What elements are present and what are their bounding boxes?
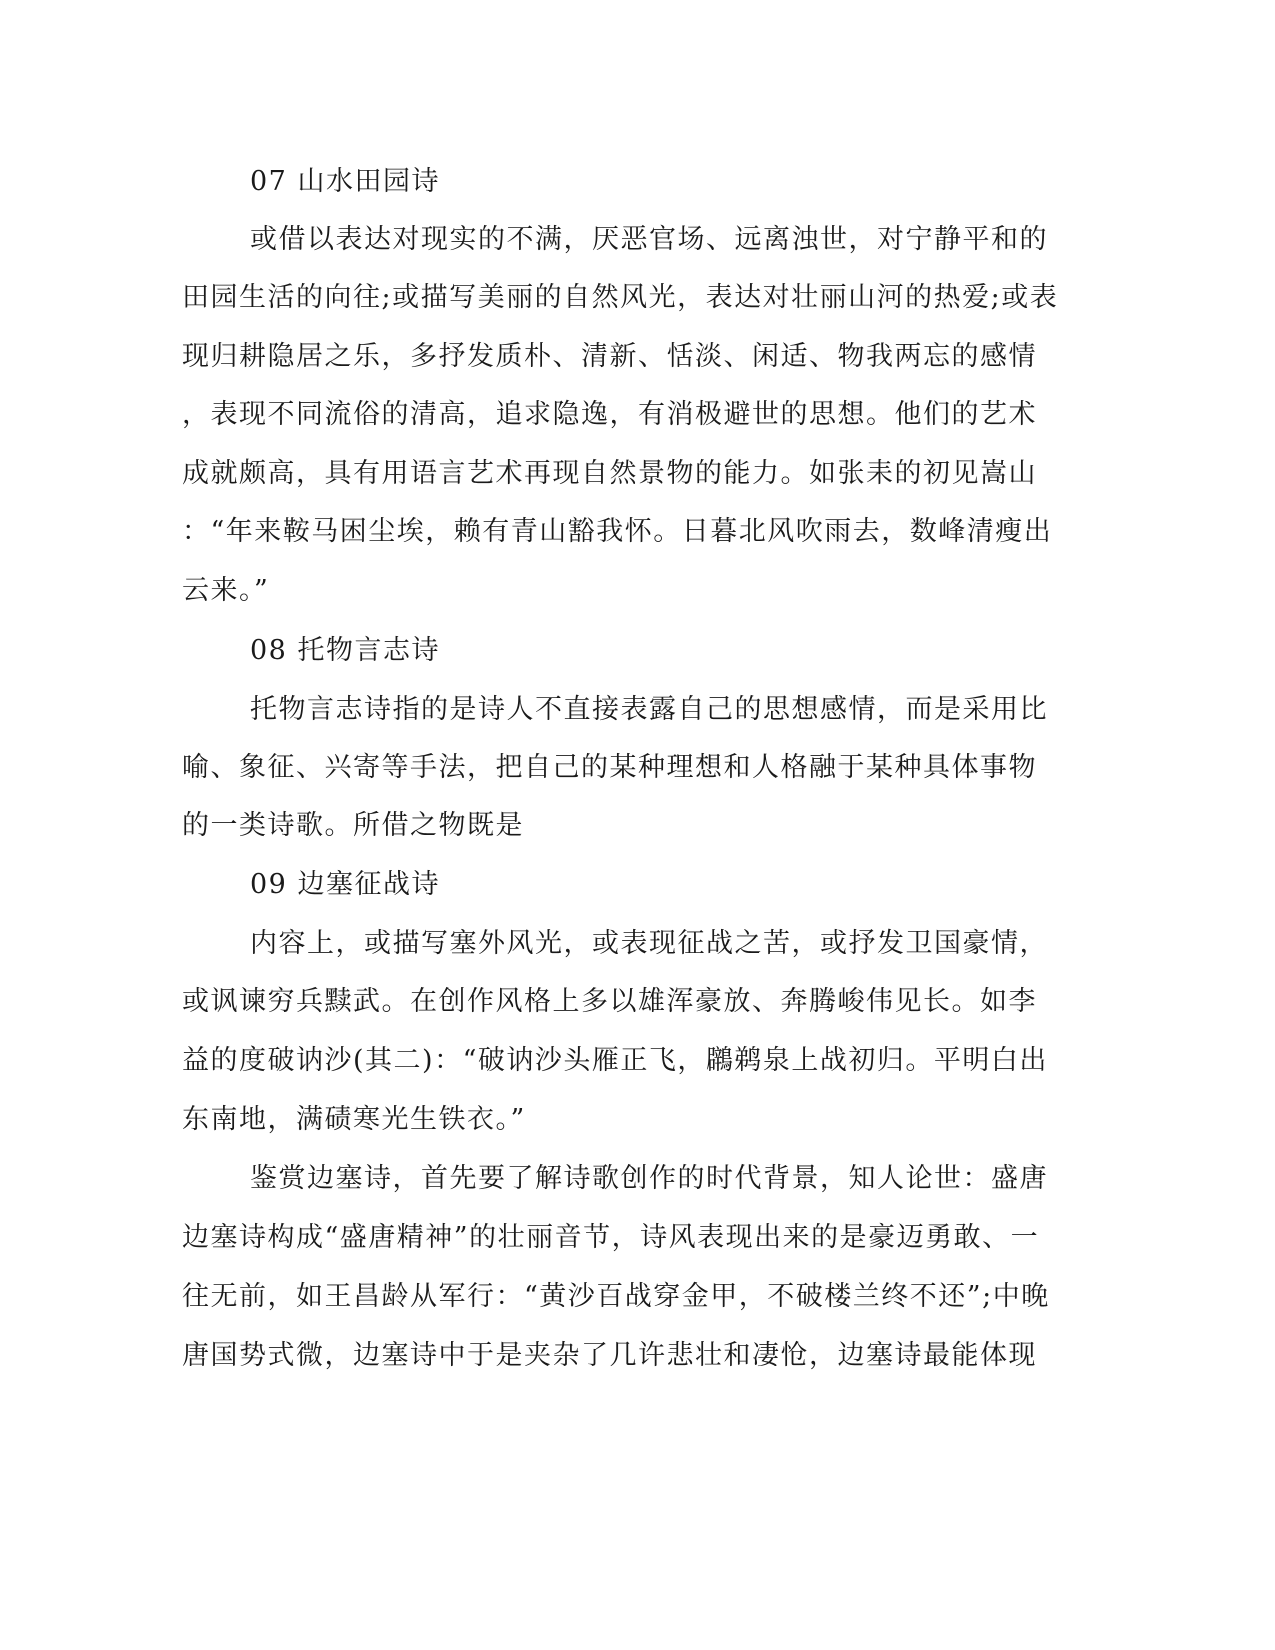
paragraph-line: 内容上，或描写塞外风光，或表现征战之苦，或抒发卫国豪情， [250,928,1048,959]
paragraph-line: 唐国势式微，边塞诗中于是夹杂了几许悲壮和凄怆，边塞诗最能体现 [182,1340,1037,1371]
paragraph-line: ：“年来鞍马困尘埃，赖有青山豁我怀。日暮北风吹雨去，数峰清瘦出 [182,516,1053,547]
paragraph-line: ，表现不同流俗的清高，追求隐逸，有消极避世的思想。他们的艺术 [182,399,1037,430]
paragraph-line: 或借以表达对现实的不满，厌恶官场、远离浊世，对宁静平和的 [250,224,1048,255]
paragraph-line: 边塞诗构成“盛唐精神”的壮丽音节，诗风表现出来的是豪迈勇敢、一 [182,1222,1040,1253]
paragraph-line: 益的度破讷沙(其二)：“破讷沙头雁正飞，鸊鹈泉上战初归。平明白出 [182,1045,1048,1076]
paragraph-line: 云来。” [182,575,270,606]
paragraph-line: 现归耕隐居之乐，多抒发质朴、清新、恬淡、闲适、物我两忘的感情 [182,341,1037,372]
paragraph-line: 喻、象征、兴寄等手法，把自己的某种理想和人格融于某种具体事物 [182,752,1037,783]
section-heading-09: 09 边塞征战诗 [250,869,440,900]
paragraph-line: 托物言志诗指的是诗人不直接表露自己的思想感情，而是采用比 [250,694,1048,725]
paragraph-line: 田园生活的向往;或描写美丽的自然风光，表达对壮丽山河的热爱;或表 [182,282,1059,313]
paragraph-line: 鉴赏边塞诗，首先要了解诗歌创作的时代背景，知人论世：盛唐 [250,1163,1048,1194]
section-heading-08: 08 托物言志诗 [250,635,440,666]
paragraph-line: 或讽谏穷兵黩武。在创作风格上多以雄浑豪放、奔腾峻伟见长。如李 [182,986,1037,1017]
paragraph-line: 的一类诗歌。所借之物既是 [182,810,524,841]
section-heading-07: 07 山水田园诗 [250,166,440,197]
paragraph-line: 东南地，满碛寒光生铁衣。” [182,1104,526,1135]
paragraph-line: 往无前，如王昌龄从军行：“黄沙百战穿金甲，不破楼兰终不还”;中晚 [182,1281,1050,1312]
paragraph-line: 成就颇高，具有用语言艺术再现自然景物的能力。如张耒的初见嵩山 [182,458,1037,489]
